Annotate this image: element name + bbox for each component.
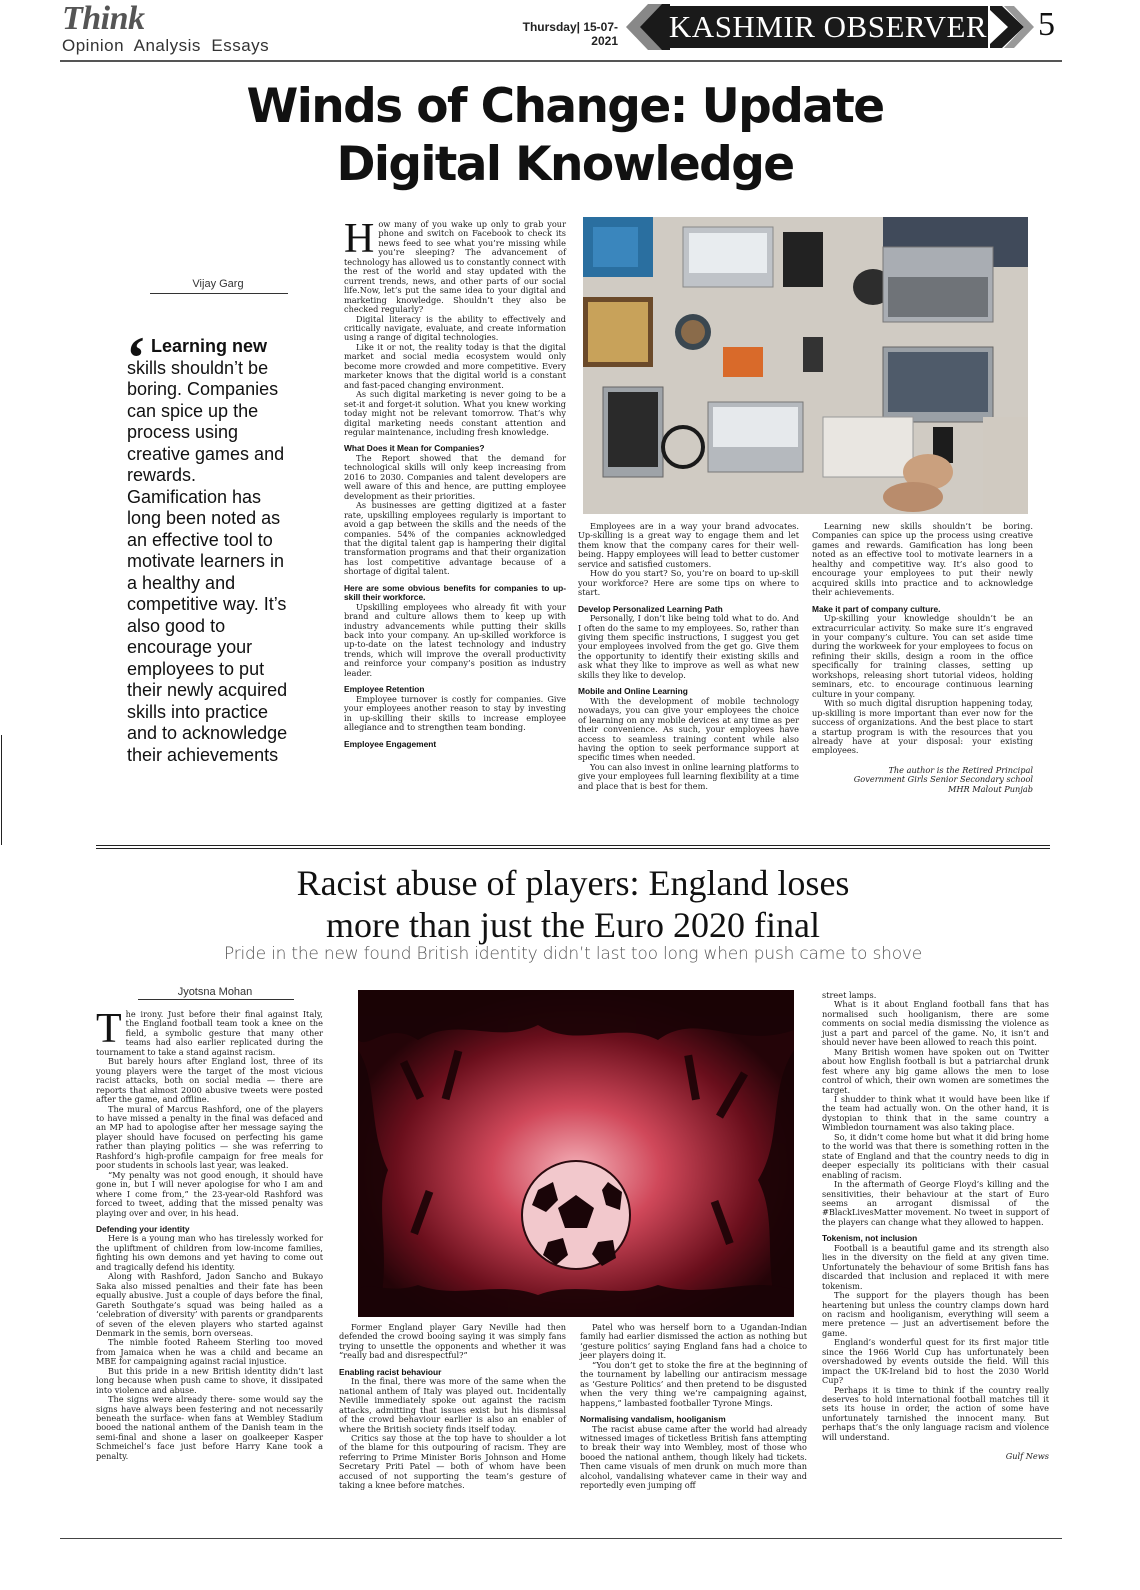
- article-deck: Pride in the new found British identity didn’t last too long when push came to shove: [223, 944, 923, 964]
- subheading: Normalising vandalism, hooliganism: [580, 1414, 726, 1425]
- article1-column-3: [812, 522, 1033, 794]
- byline: Vijay Garg: [192, 278, 244, 290]
- paragraph: In the final, there was more of the same when the national anthem of Italy was played out. Incidentally Neville immediately spoke out against the racism attacks, admitting that issues exist but his dismissal of the crowd behaviour earlier is also an enabler of where the British society finds itself today.: [339, 1376, 566, 1434]
- paragraph: But barely hours after England lost, three of its young players were the target of the most vicious racist attacks, both on social media — there are reports that almost 2000 abusive tweets were posted after the game, and offline.: [96, 1056, 323, 1105]
- article-headline: [220, 862, 926, 946]
- paragraph: Upskilling employees who already fit with your brand and culture allows them to keep up with industry advancements while putting their skills back into your company. An up-skilled workforce is up-to-date on the latest technology and industry trends, which will improve the overall productivity and reinforce your company’s position as industry leader.: [344, 601, 566, 678]
- article1-column-2: [578, 522, 799, 791]
- paragraph: Like it or not, the reality today is that the digital market and social media ecosystem would only become more crowded and more competitive. Every marketer knows that the digital world is a constant and fast-paced changing environment.: [344, 341, 566, 390]
- paragraph: Perhaps it is time to think if the country really deserves to hold international football matches till it sets its house in order, the action of some have unfortunately tarnished the innocent many. But perhaps that’s the only language racism and violence will understand.: [822, 1384, 1049, 1442]
- paragraph: Up-skilling your knowledge shouldn’t be an extracurricular activity. So make sure it’s engraved in your company’s culture. You can set aside time during the workweek for your employees to focus on refining their skills, design a room in the office specifically for training classes, setting up workshops, releasing short tutorial videos, holding seminars, etc. to encourage continuous learning culture in your company.: [812, 613, 1033, 699]
- paragraph: The signs were already there- some would say the signs have always been festering and not necessarily beneath the surface- when fans at Wembley Stadium booed the national anthem of the Danish team in the semi-final and shone a laser on goalkeeper Kasper Schmeichel’s face just before Harry Kane took a penalty.: [96, 1394, 323, 1461]
- paragraph: How do you start? So, you’re on board to up-skill your workforce? Here are some tips on where to start.: [578, 568, 799, 598]
- article2-column-1: [96, 1006, 323, 1461]
- paragraph: Patel who was herself born to a Ugandan-Indian family had earlier dismissed the action as nothing but ‘gesture politics’ saying England fans had a choice to jeer players doing it.: [580, 1322, 807, 1361]
- paragraph: Along with Rashford, Jadon Sancho and Bukayo Saka also missed penalties and their fate has been equally abusive. Just a couple of days before the final, Gareth Southgate’s squad was being hailed as a ‘celebration of diversity’ with parents or grandparents of seven of the eleven players who started against Denmark in the semis, born overseas.: [96, 1271, 323, 1338]
- paragraph: Employee turnover is costly for companies. Give your employees another reason to stay by investing in up-skilling their skills to increase employee allegiance and to strengthen team bonding.: [344, 693, 566, 733]
- paragraph: Here is a young man who has tirelessly worked for the upliftment of children from low-income families, fighting his own demons and yet having to come out and tragically defend his identity.: [96, 1233, 323, 1272]
- paragraph: England’s wonderful quest for its first major title since the 1966 World Cup has unfortunately been overshadowed by events outside the field. Will this impact the UK-Ireland bid to host the 2030 World Cup?: [822, 1337, 1049, 1386]
- drop-cap: H: [344, 216, 375, 262]
- article-photo-football: [358, 990, 794, 1317]
- paragraph: I shudder to think what it would have been like if the team had actually won. On the other hand, it is dystopian to think that in the same country a Wimbledon tournament was also taking place.: [822, 1093, 1049, 1133]
- margin-rule: [1, 735, 2, 845]
- headline-line-1: Winds of Change: Update: [246, 79, 884, 134]
- page-number: 5: [1038, 6, 1055, 43]
- paragraph: You can also invest in online learning platforms to give your employees full learning flexibility at a time and place that is best for them.: [578, 761, 799, 791]
- subheading: Develop Personalized Learning Path: [578, 603, 723, 614]
- headline-line-1: Racist abuse of players: England loses: [296, 863, 850, 903]
- headline-line-2: more than just the Euro 2020 final: [326, 905, 820, 945]
- article2-column-3: [580, 1323, 807, 1491]
- paragraph: Former England player Gary Neville had then defended the crowd booing saying it was simply fans trying to unsettle the opponents and whether it was “really bad and disrespectful?”: [339, 1322, 566, 1361]
- paragraph: In the aftermath of George Floyd’s killing and the sensitivities, their behaviour at the start of Euro seems an arrogant dismissal of the #BlackLivesMatter movement. No tweet in support of the players can change what they allowed to happen.: [822, 1179, 1049, 1227]
- paragraph: As businesses are getting digitized at a faster rate, upskilling employees regularly is important to avoid a gap between the skills and the needs of the companies. 54% of the companies acknowledged that the digital talent gap is hampering their digital transformation programs and that their organization has lost competitive advantage because of a shortage of digital talent.: [344, 500, 566, 577]
- paragraph: The Report showed that the demand for technological skills will only keep increasing from 2016 to 2030. Companies and talent developers are well aware of this and hence, are putting employee development as their priorities.: [344, 452, 566, 501]
- paragraph: The mural of Marcus Rashford, one of the players to have missed a penalty in the final was defaced and an MP had to apologise after her message saying the player should have focused on perfecting his game rather than playing politics — she was referring to Rashford’s high-profile campaign for free meals for poor students in schools last year, was leaked.: [96, 1103, 323, 1171]
- paragraph: But this pride in a new British identity didn’t last long because when push came to shove, it dissipated into violence and abuse.: [96, 1365, 323, 1395]
- source-credit: Gulf News: [1005, 1451, 1049, 1462]
- section-subtitle: Opinion Analysis Essays: [62, 36, 270, 55]
- issue-date: Thursday| 15-07-2021: [522, 20, 618, 48]
- subheading: Enabling racist behaviour: [339, 1366, 442, 1377]
- subheading: Employee Engagement: [344, 738, 437, 749]
- headline-line-2: Digital Knowledge: [336, 137, 794, 192]
- paragraph: What is it about England football fans that has normalised such hooliganism, there are some comments on social media dismissing the violence as just a part and parcel of the game. No, it isn’t and should never have been allowed to reach this point.: [822, 999, 1049, 1048]
- paragraph: So, it didn’t come home but what it did bring home to the world was that there is something rotten in the state of England and that the country needs to dig in deeper especially its politicians with their casual enabling of racism.: [822, 1131, 1049, 1180]
- paper-name: KASHMIR OBSERVER: [668, 6, 988, 48]
- paragraph: “You don’t get to stoke the fire at the beginning of the tournament by labelling our antiracism message as ‘Gesture Politics’ and then pretend to be disgusted when the very thing we’re campaigning against, happens,” lambasted footballer Tyrone Mings.: [580, 1359, 807, 1408]
- article-photo-laptops: [583, 217, 1028, 514]
- article-separator: [96, 845, 1050, 849]
- subheading: Employee Retention: [344, 684, 425, 695]
- pull-quote-text: skills shouldn’t be boring. Companies can spice up the process using creative games and rewards. Gamification has long been noted as an effective tool to motivate learners in a healthy and competitive way. It’s also good to encourage your employees to put their newly acquired skills into practice and to acknowledge their achievements: [127, 357, 288, 765]
- subheading: Here are some obvious benefits for companies to up-skill their workforce.: [344, 582, 566, 603]
- byline: Jyotsna Mohan: [177, 986, 253, 998]
- drop-cap: T: [96, 1006, 122, 1052]
- quote-mark-icon: ‘: [126, 325, 146, 391]
- paragraph: The racist abuse came after the world had already witnessed images of ticketless British fans attempting to break their way into Wembley, most of those who booed the national anthem, though likely had tickets. Then came visuals of men drunk on much more than alcohol, vandalising whatever came in their way and reportedly even jumping off: [580, 1423, 807, 1491]
- pull-quote-lead: Learning new: [151, 336, 268, 356]
- subheading: Mobile and Online Learning: [578, 686, 688, 697]
- paragraph: Many British women have spoken out on Twitter about how English football is but a patriarchal drunk fest where any big game allows the men to lose control of which, their own women are sometimes the target.: [822, 1046, 1049, 1095]
- author-credit: [812, 766, 1033, 794]
- article2-column-2: [339, 1323, 566, 1491]
- paragraph: he irony. Just before their final against Italy, the England football team took a knee on the field, a symbolic gesture that many other teams had also earlier replicated during the tournament to take a stand against racism.: [96, 1009, 323, 1057]
- paragraph: The nimble footed Raheem Sterling too moved from Jamaica when he was a child and became an MBE for campaigning against racial injustice.: [96, 1337, 323, 1367]
- paragraph: Digital literacy is the ability to effectively and critically navigate, evaluate, and create information using a range of digital technologies.: [344, 313, 566, 343]
- subheading: Defending your identity: [96, 1223, 190, 1234]
- chevron-right-icon: [990, 4, 1036, 50]
- paragraph: “My penalty was not good enough, it should have gone in, but I will never apologise for who I am and where I come from,” the 23-year-old Rashford was forced to tweet, adding that the missed penalty was playing over and over, in his head.: [96, 1169, 323, 1218]
- credit-line: MHR Malout Punjab: [948, 783, 1033, 794]
- paragraph: Football is a beautiful game and its strength also lies in the diversity on the field at any given time. Unfortunately the behaviour of some British fans has discarded that inclusion and replaced it with mere tokenism.: [822, 1242, 1049, 1291]
- pull-quote: [127, 336, 297, 766]
- paragraph: street lamps.: [822, 990, 877, 1000]
- paragraph: ow many of you wake up only to grab your phone and switch on Facebook to check its news feed to see what you’re missing while you’re sleeping? The advancement of technology has allowed us to constantly connect with the rest of the world and stay updated with the current trends, news, and other parts of our social life.Now, let’s put the same idea to your digital and marketing knowledge. Shouldn’t they also be checked regularly?: [344, 219, 566, 315]
- paragraph: With the development of mobile technology nowadays, you can give your employees the choice of learning on any mobile devices at any time as per their convenience. As such, your employees have access to seamless training content while also having the option to seek performance support at specific times when needed.: [578, 695, 799, 763]
- subheading: Tokenism, not inclusion: [822, 1233, 918, 1244]
- paragraph: Critics say those at the top have to shoulder a lot of the blame for this outpouring of racism. They are referring to Prime Minister Boris Johnson and Home Secretary Priti Patel — both of whom have been accused of not supporting the team’s gesture of taking a knee before matches.: [339, 1432, 566, 1491]
- credit-line: The author is the Retired Principal: [888, 764, 1033, 775]
- paragraph: As such digital marketing is never going to be a set-it and forget-it solution. What you knew working today might not be relevant tomorrow. That’s why digital marketing needs constant attention and regular maintenance, including fresh knowledge.: [344, 389, 566, 437]
- paragraph: With so much digital disruption happening today, up-skilling is more important than ever now for the success of organizations. And the best place to start a startup program is with the resources that you already have at your disposal: your existing employees.: [812, 698, 1033, 756]
- paragraph: Personally, I don’t like being told what to do. And I often do the same to my employees. So, rather than giving them specific instructions, I suggest you get your employees involved from the get go. Give them the opportunity to identify their existing skills and ask what they like to improve as well as what new skills they like to develop.: [578, 613, 800, 680]
- footer-rule: [60, 1538, 1062, 1539]
- byline-rule: [138, 999, 294, 1000]
- paragraph: Learning new skills shouldn’t be boring. Companies can spice up the process using creative games and rewards. Gamification has long been noted as an effective tool to motivate learners in a healthy and competitive way. It’s also good to encourage your employees to put their newly acquired skills into practice and to acknowledge their achievements.: [812, 521, 1033, 598]
- subheading: What Does it Mean for Companies?: [344, 443, 485, 454]
- credit-line: Government Girls Senior Secondary school: [853, 774, 1033, 785]
- article1-column-1: [344, 216, 566, 749]
- section-title: Think: [62, 0, 145, 37]
- masthead-rule: [60, 60, 1062, 62]
- article2-column-4: [822, 991, 1049, 1462]
- paragraph: The support for the players though has been heartening but unless the country clamps down hard on racism and hooliganism, everything will seem a mere pretence — just an advertisement before the game.: [822, 1290, 1049, 1338]
- chevron-left-icon: [622, 4, 670, 50]
- byline-rule: [150, 293, 288, 294]
- subheading: Make it part of company culture.: [812, 603, 941, 614]
- article-headline: [200, 78, 930, 194]
- paragraph: Employees are in a way your brand advocates. Up-skilling is a great way to engage them and let them know that the company cares for their well-being. Happy employees will lead to better customer service and satisfied customers.: [578, 521, 799, 569]
